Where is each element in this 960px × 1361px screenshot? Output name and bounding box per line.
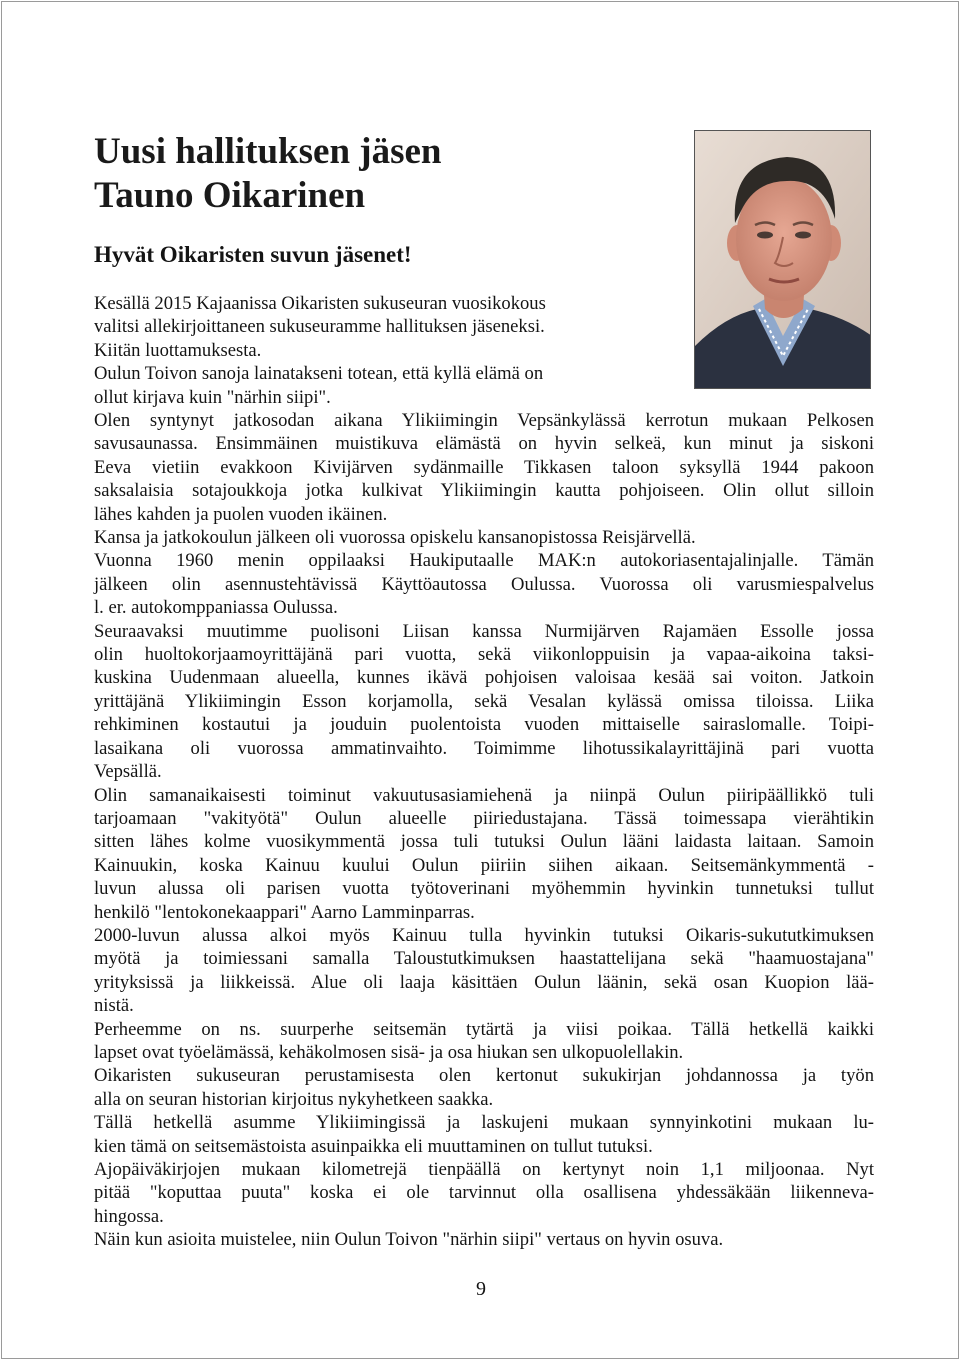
intro-line: valitsi allekirjoittaneen sukuseuramme hallituksen jäseneksi.: [94, 316, 545, 338]
body-line: olin huoltokorjaamoyrittäjänä pari vuotta, sekä viikonloppuisin ja vapaa-aikoina taksi-: [94, 644, 874, 666]
body-line: l. er. autokomppaniassa Oulussa.: [94, 597, 338, 619]
body-line: Ajopäiväkirjojen mukaan kilometrejä tienpäällä on kertynyt noin 1,1 miljoonaa. Nyt: [94, 1159, 874, 1180]
page-number: 9: [476, 1278, 486, 1300]
portrait-illustration: [695, 131, 871, 389]
body-line: 2000-luvun alussa alkoi myös Kainuu tulla hyvinkin tutuksi Oikaris-sukututkimuksen: [94, 924, 874, 946]
body-line: Olen syntynyt jatkosodan aikana Ylikiimingin Vepsänkylässä kerrotun mukaan Pelkosen: [94, 410, 874, 431]
title-line-1: Uusi hallituksen jäsen: [94, 131, 442, 172]
body-line: Seuraavaksi muutimme puolisoni Liisan kanssa Nurmijärven Rajamäen Essolle jossa: [94, 620, 874, 642]
body-line: sitten lähes kolme vuosikymmentä jossa tuli tutuksi Oulun lääni laidasta laitaan. Samoin: [94, 831, 874, 853]
body-line: saksalaisia sotajoukkoja jotka kulkivat Ylikiimingin kautta pohjoiseen. Olin ollut silloin: [94, 480, 874, 502]
body-line: tarjoamaan "vakityötä" Oulun alueelle piiriedustajana. Tässä toimessapa vierähtikin: [94, 807, 874, 829]
body-line: henkilö "lentokonekaappari" Aarno Lamminparras.: [94, 901, 475, 923]
greeting-heading: Hyvät Oikaristen suvun jäsenet!: [94, 242, 412, 267]
intro-line: Kesällä 2015 Kajaanissa Oikaristen sukuseuran vuosikokous: [94, 293, 546, 314]
body-line: Eeva vietiin evakkoon Kivijärven sydänmaille Tikkasen taloon syksyllä 1944 pakoon: [94, 456, 874, 478]
body-line: Vuonna 1960 menin oppilaaksi Haukiputaalle MAK:n autokoriasentajalinjalle. Tämän: [94, 550, 874, 572]
article-title: [94, 130, 654, 218]
body-line: Tällä hetkellä asumme Ylikiimingissä ja laskujeni mukaan synnyinkotini mukaan lu-: [94, 1112, 874, 1134]
body-line: savusaunassa. Ensimmäinen muistikuva elämästä on hyvin selkeä, kun minut ja siskoni: [94, 433, 874, 455]
document-page: [1, 1, 959, 1359]
body-line: rehkiminen kostautui ja jouduin puolentoista vuoden mittaiselle sairaslomalle. Toipi-: [94, 714, 874, 736]
title-line-2: Tauno Oikarinen: [94, 175, 366, 216]
body-line: Näin kun asioita muistelee, niin Oulun Toivon "närhin siipi" vertaus on hyvin osuva.: [94, 1229, 724, 1251]
body-line: yrittäjänä Ylikiimingin Esson korjamolla, sekä Vesalan kylässä omissa tiloissa. Liika: [94, 690, 874, 712]
body-line: Kansa ja jatkokoulun jälkeen oli vuorossa opiskelu kansanopistossa Reisjärvellä.: [94, 527, 696, 549]
body-line: myötä ja toimiessani samalla Taloustutkimuksen haastattelijana sekä "haamuostajana": [94, 948, 874, 970]
body-line: kuskina Uudenmaan alueella, kunnes ikävä pohjoisen valoisaa kesää sai voiton. Jatkoin: [94, 667, 874, 689]
body-line: alla on seuran historian kirjoitus nykyhetkeen saakka.: [94, 1088, 494, 1110]
body-line: luvun alussa oli parisen vuotta työtoverinani myöhemmin hyvinkin tunnetuksi tullut: [94, 878, 874, 900]
body-line: Perheemme on ns. suurperhe seitsemän tytärtä ja viisi poikaa. Tällä hetkellä kaikki: [94, 1018, 874, 1040]
intro-line: Oulun Toivon sanoja lainatakseni totean, että kyllä elämä on: [94, 363, 544, 385]
body-line: kien tämä on seitsemästoista asuinpaikka eli muuttaminen on tullut tutuksi.: [94, 1135, 653, 1157]
body-line: jälkeen olin asennustehtävissä Käyttöautossa Oulussa. Vuorossa oli varusmiespalvelus: [94, 573, 874, 595]
body-line: nistä.: [94, 995, 134, 1017]
body-line: lähes kahden ja puolen vuoden ikäinen.: [94, 503, 388, 525]
body-line: Olin samanaikaisesti toiminut vakuutusasiamiehenä ja niinpä Oulun piiripäällikkö tuli: [94, 784, 874, 806]
portrait-photo: [694, 130, 871, 389]
body-line: Kainuukin, koska Kainuu kuului Oulun piiriin siihen aikaan. Seitsemänkymmentä -: [94, 854, 874, 876]
intro-line: Kiitän luottamuksesta.: [94, 339, 262, 361]
intro-line: ollut kirjava kuin "närhin siipi".: [94, 386, 331, 408]
body-line: yrityksissä ja liikkeissä. Alue oli laaja käsittäen Oulun läänin, sekä osan Kuopion lää-: [94, 971, 874, 993]
intro-paragraph: [94, 292, 679, 409]
body-line: hingossa.: [94, 1205, 164, 1227]
body-line: lapset ovat työelämässä, kehäkolmosen sisä- ja osa hiukan sen ulkopuolellakin.: [94, 1041, 684, 1063]
body-line: Vepsällä.: [94, 761, 162, 783]
body-line: Oikaristen sukuseuran perustamisesta olen kertonut sukukirjan johdannossa ja työn: [94, 1065, 874, 1087]
body-line: pitää "koputtaa puuta" koska ei ole tarvinnut olla osallisena yhdessäkään liikenneva-: [94, 1182, 874, 1204]
article-body: [94, 409, 874, 1252]
body-line: lasaikana oli vuorossa ammatinvaihto. Toimimme lihotussikalayrittäjinä pari vuotta: [94, 737, 874, 759]
